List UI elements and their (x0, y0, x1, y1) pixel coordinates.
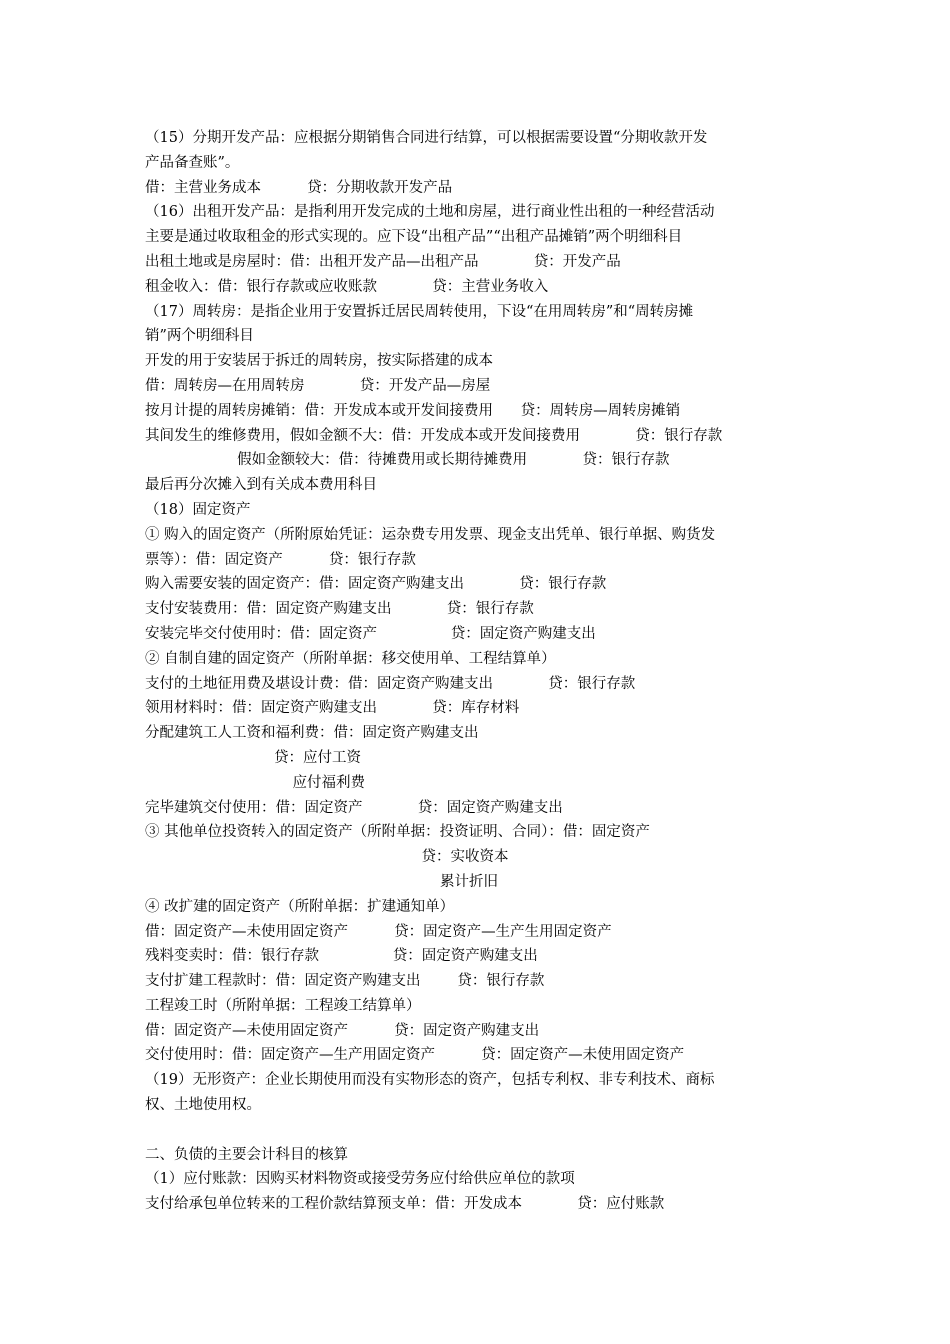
text-line (145, 1118, 815, 1143)
text-line: 支付给承包单位转来的工程价款结算预支单：借：开发成本 贷：应付账款 (145, 1196, 665, 1213)
text-line: ③ 其他单位投资转入的固定资产（所附单据：投资证明、合同）：借：固定资产 (145, 824, 650, 841)
text-line: 安装完毕交付使用时：借：固定资产 贷：固定资产购建支出 (145, 625, 596, 642)
text-line: 借：主营业务成本 贷：分期收款开发产品 (145, 179, 453, 196)
text-line: 最后再分次摊入到有关成本费用科目 (145, 477, 377, 494)
text-line: （18）固定资产 (145, 501, 251, 518)
text-line: ④ 改扩建的固定资产（所附单据：扩建通知单） (145, 898, 455, 915)
text-line: 支付扩建工程款时：借：固定资产购建支出 贷：银行存款 (145, 973, 545, 990)
text-line: 累计折旧 (145, 873, 498, 890)
text-line: 分配建筑工人工资和福利费：借：固定资产购建支出 (145, 725, 479, 742)
text-line: 工程竣工时（所附单据：工程竣工结算单） (145, 997, 421, 1014)
text-line: （15）分期开发产品：应根据分期销售合同进行结算，可以根据需要设置“分期收款开发 (145, 130, 708, 146)
text-line: ② 自制自建的固定资产（所附单据：移交使用单、工程结算单） (145, 650, 556, 667)
text-line: 领用材料时：借：固定资产购建支出 贷：库存材料 (145, 700, 520, 717)
text-line: （1）应付账款：因购买材料物资或接受劳务应付给供应单位的款项 (145, 1171, 575, 1188)
text-line: 借：固定资产—未使用固定资产 贷：固定资产购建支出 (145, 1022, 540, 1039)
text-line: 其间发生的维修费用，假如金额不大：借：开发成本或开发间接费用 贷：银行存款 (145, 427, 723, 444)
text-line: （16）出租开发产品：是指利用开发完成的土地和房屋，进行商业性出租的一种经营活动 (145, 204, 715, 221)
text-line: 主要是通过收取租金的形式实现的。应下设“出租产品”“出租产品摊销”两个明细科目 (145, 229, 683, 246)
text-line: 开发的用于安装居于拆迁的周转房，按实际搭建的成本 (145, 353, 493, 370)
text-line: ① 购入的固定资产（所附原始凭证：运杂费专用发票、现金支出凭单、银行单据、购货发 (145, 526, 716, 543)
text-line: 产品备查账”。 (145, 154, 240, 171)
document-page (145, 126, 815, 1217)
text-line: 按月计提的周转房摊销：借：开发成本或开发间接费用 贷：周转房—周转房摊销 (145, 402, 681, 419)
text-line: 贷：实收资本 (145, 849, 509, 866)
text-line: 出租土地或是房屋时：借：出租开发产品—出租产品 贷：开发产品 (145, 253, 621, 270)
text-line: 票等）：借：固定资产 贷：银行存款 (145, 551, 416, 568)
text-line: 应付福利费 (145, 774, 365, 791)
text-line: （19）无形资产：企业长期使用而没有实物形态的资产，包括专利权、非专利技术、商标 (145, 1072, 715, 1089)
text-line: 支付安装费用：借：固定资产购建支出 贷：银行存款 (145, 601, 534, 618)
text-line: 二、负债的主要会计科目的核算 (145, 1146, 348, 1163)
text-line: 贷：应付工资 (145, 749, 362, 766)
text-line: 权、土地使用权。 (145, 1097, 261, 1114)
text-line: 残料变卖时：借：银行存款 贷：固定资产购建支出 (145, 948, 538, 965)
text-line: 购入需要安装的固定资产：借：固定资产购建支出 贷：银行存款 (145, 576, 607, 593)
text-line: 借：周转房—在用周转房 贷：开发产品—房屋 (145, 377, 491, 394)
text-line: 假如金额较大：借：待摊费用或长期待摊费用 贷：银行存款 (145, 452, 670, 469)
text-line: 租金收入：借：银行存款或应收账款 贷：主营业务收入 (145, 278, 549, 295)
text-line: （17）周转房：是指企业用于安置拆迁居民周转使用，下设“在用周转房”和“周转房摊 (145, 303, 694, 320)
text-line: 完毕建筑交付使用：借：固定资产 贷：固定资产购建支出 (145, 799, 563, 816)
text-line: 支付的土地征用费及堪设计费：借：固定资产购建支出 贷：银行存款 (145, 675, 636, 692)
text-line: 借：固定资产—未使用固定资产 贷：固定资产—生产生用固定资产 (145, 923, 612, 940)
text-line: 交付使用时：借：固定资产—生产用固定资产 贷：固定资产—未使用固定资产 (145, 1047, 685, 1064)
text-line: 销”两个明细科目 (145, 328, 254, 345)
